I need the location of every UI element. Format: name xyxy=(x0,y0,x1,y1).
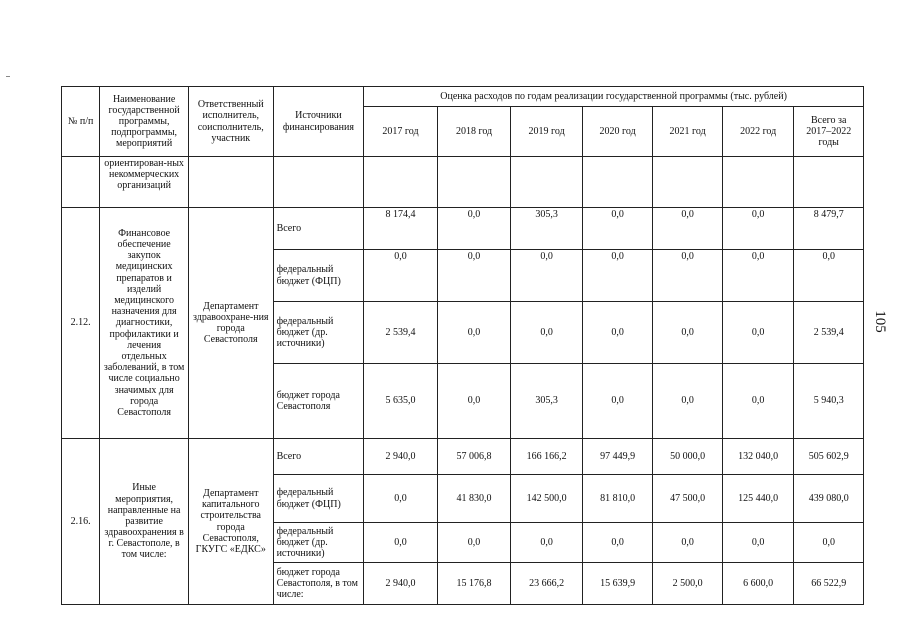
cont-cell xyxy=(722,157,794,208)
value-cell: 41 830,0 xyxy=(437,475,511,523)
value-cell: 0,0 xyxy=(722,364,794,439)
value-cell: 57 006,8 xyxy=(437,439,511,475)
value-cell: 0,0 xyxy=(511,250,583,302)
header-name: Наименование государственной программы, подпрограммы, мероприятий xyxy=(100,87,189,157)
cont-cell xyxy=(364,157,438,208)
header-year-2018: 2018 год xyxy=(437,107,511,157)
header-estimate: Оценка расходов по годам реализации государственной программы (тыс. рублей) xyxy=(364,87,864,107)
header-year-2022: 2022 год xyxy=(722,107,794,157)
value-cell: 2 500,0 xyxy=(653,563,723,605)
cont-cell xyxy=(437,157,511,208)
value-cell: 15 176,8 xyxy=(437,563,511,605)
header-year-2021: 2021 год xyxy=(653,107,723,157)
header-year-2019: 2019 год xyxy=(511,107,583,157)
cont-cell xyxy=(653,157,723,208)
value-cell: 505 602,9 xyxy=(794,439,864,475)
value-cell: 50 000,0 xyxy=(653,439,723,475)
item-212-name: Финансовое обеспечение закупок медицинских препаратов и изделий медицинского назначения для диагностики, профилактики и лечения отдельных заболеваний, в том числе социально значимых для города Севастополя xyxy=(100,208,189,439)
cont-executor xyxy=(188,157,273,208)
continuation-row xyxy=(62,157,864,208)
scan-mark xyxy=(6,76,10,77)
value-cell: 0,0 xyxy=(364,250,438,302)
value-cell: 23 666,2 xyxy=(511,563,583,605)
value-cell: 0,0 xyxy=(722,250,794,302)
value-cell: 66 522,9 xyxy=(794,563,864,605)
value-cell: 0,0 xyxy=(437,250,511,302)
value-cell: 0,0 xyxy=(364,475,438,523)
value-cell: 2 539,4 xyxy=(794,302,864,364)
table-row xyxy=(62,208,864,250)
item-212-source: Всего xyxy=(273,208,364,250)
cont-source xyxy=(273,157,364,208)
value-cell: 5 940,3 xyxy=(794,364,864,439)
value-cell: 0,0 xyxy=(653,250,723,302)
item-216-source: федеральный бюджет (др. источники) xyxy=(273,523,364,563)
cont-cell xyxy=(794,157,864,208)
cont-name: ориентирован-ных некоммерческих организаций xyxy=(100,157,189,208)
value-cell: 0,0 xyxy=(722,523,794,563)
item-216-source: Всего xyxy=(273,439,364,475)
item-212-source: федеральный бюджет (ФЦП) xyxy=(273,250,364,302)
value-cell: 166 166,2 xyxy=(511,439,583,475)
table-row xyxy=(62,439,864,475)
item-212-source: бюджет города Севастополя xyxy=(273,364,364,439)
value-cell: 0,0 xyxy=(437,208,511,250)
value-cell: 0,0 xyxy=(653,364,723,439)
value-cell: 81 810,0 xyxy=(582,475,653,523)
cont-cell xyxy=(582,157,653,208)
item-216-source: бюджет города Севастополя, в том числе: xyxy=(273,563,364,605)
value-cell: 0,0 xyxy=(653,302,723,364)
item-212-executor: Департамент здравоохране-ния города Севастополя xyxy=(188,208,273,439)
value-cell: 305,3 xyxy=(511,364,583,439)
value-cell: 0,0 xyxy=(364,523,438,563)
header-sources: Источники финансирования xyxy=(273,87,364,157)
value-cell: 0,0 xyxy=(582,364,653,439)
value-cell: 125 440,0 xyxy=(722,475,794,523)
value-cell: 97 449,9 xyxy=(582,439,653,475)
header-executor: Ответственный исполнитель, соисполнитель, участник xyxy=(188,87,273,157)
value-cell: 132 040,0 xyxy=(722,439,794,475)
header-row xyxy=(62,87,864,107)
item-212-num: 2.12. xyxy=(62,208,100,439)
value-cell: 0,0 xyxy=(582,302,653,364)
item-216-executor: Департамент капитального строительства города Севастополя, ГКУГС «ЕДКС» xyxy=(188,439,273,605)
value-cell: 0,0 xyxy=(437,523,511,563)
value-cell: 8 479,7 xyxy=(794,208,864,250)
header-year-total: Всего за 2017–2022 годы xyxy=(794,107,864,157)
value-cell: 142 500,0 xyxy=(511,475,583,523)
value-cell: 47 500,0 xyxy=(653,475,723,523)
value-cell: 439 080,0 xyxy=(794,475,864,523)
value-cell: 0,0 xyxy=(582,523,653,563)
value-cell: 0,0 xyxy=(582,208,653,250)
value-cell: 2 940,0 xyxy=(364,563,438,605)
value-cell: 305,3 xyxy=(511,208,583,250)
value-cell: 2 539,4 xyxy=(364,302,438,364)
value-cell: 0,0 xyxy=(653,523,723,563)
value-cell: 2 940,0 xyxy=(364,439,438,475)
value-cell: 0,0 xyxy=(511,302,583,364)
item-216-name: Иные мероприятия, направленные на развитие здравоохранения в г. Севастополе, в том числе: xyxy=(100,439,189,605)
header-num: № п/п xyxy=(62,87,100,157)
header-year-2020: 2020 год xyxy=(582,107,653,157)
value-cell: 0,0 xyxy=(653,208,723,250)
value-cell: 0,0 xyxy=(722,302,794,364)
cont-num xyxy=(62,157,100,208)
cont-cell xyxy=(511,157,583,208)
value-cell: 0,0 xyxy=(511,523,583,563)
value-cell: 8 174,4 xyxy=(364,208,438,250)
value-cell: 0,0 xyxy=(437,364,511,439)
item-216-source: федеральный бюджет (ФЦП) xyxy=(273,475,364,523)
item-212-source: федеральный бюджет (др. источники) xyxy=(273,302,364,364)
value-cell: 0,0 xyxy=(794,523,864,563)
budget-table xyxy=(61,86,864,605)
value-cell: 0,0 xyxy=(722,208,794,250)
value-cell: 0,0 xyxy=(437,302,511,364)
value-cell: 0,0 xyxy=(582,250,653,302)
page-number: 105 xyxy=(871,310,888,333)
item-216-num: 2.16. xyxy=(62,439,100,605)
value-cell: 6 600,0 xyxy=(722,563,794,605)
value-cell: 15 639,9 xyxy=(582,563,653,605)
header-year-2017: 2017 год xyxy=(364,107,438,157)
value-cell: 0,0 xyxy=(794,250,864,302)
value-cell: 5 635,0 xyxy=(364,364,438,439)
